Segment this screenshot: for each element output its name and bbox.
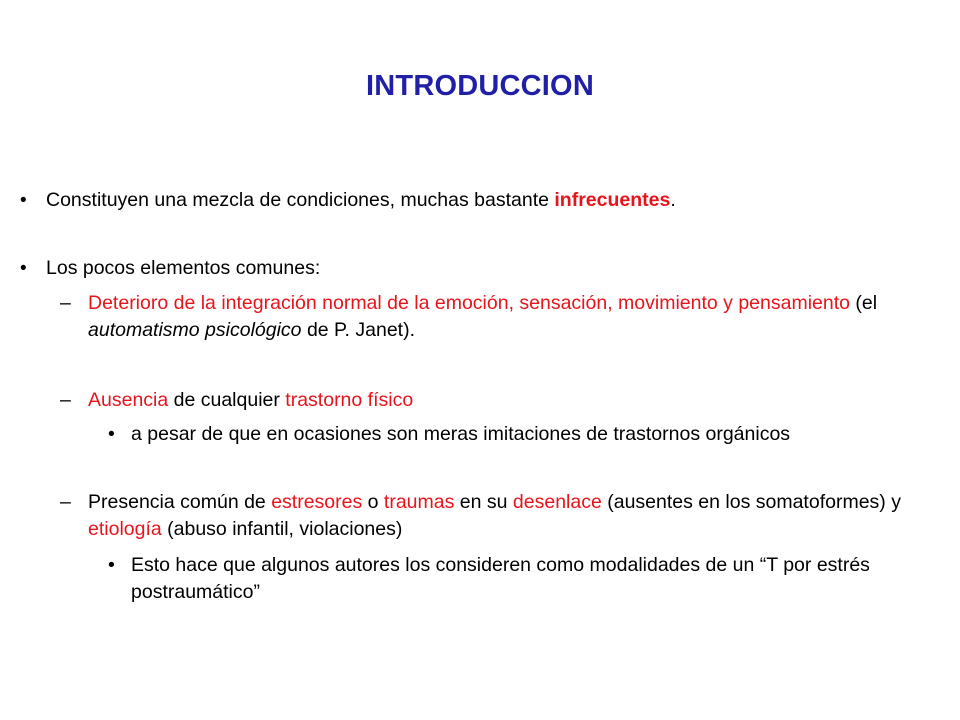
bullet-marker: • [108, 554, 115, 576]
text-run: de cualquier [168, 389, 286, 411]
sub-sub-item-2 [108, 552, 931, 606]
bullet-item-2 [20, 255, 926, 282]
text-run: (el [850, 292, 878, 314]
text-run-highlight: estresores [271, 491, 363, 513]
text-run: a pesar de que en ocasiones son meras imitaciones de trastornos orgánicos [131, 423, 791, 445]
text-run-italic: automatismo psicológico [88, 319, 302, 341]
text-run: . [670, 189, 676, 211]
text-run: en su [454, 491, 513, 513]
text-run: Esto hace que algunos autores los consideren como modalidades de un “T por estrés postraumático” [131, 554, 870, 603]
text-run: Presencia común de [88, 491, 272, 513]
bullet-marker: • [20, 258, 27, 279]
sub-item-1 [60, 290, 926, 344]
text-run-highlight: traumas [383, 491, 455, 513]
text-run-highlight: Ausencia [88, 389, 169, 411]
bullet-item-1 [20, 187, 926, 214]
text-run: de P. Janet). [301, 319, 415, 341]
text-run: o [362, 491, 384, 513]
text-run: Constituyen una mezcla de condiciones, muchas bastante [46, 189, 555, 211]
text-run: Los pocos elementos comunes: [46, 257, 321, 279]
slide-title: INTRODUCCION [366, 70, 594, 102]
text-run: (ausentes en los somatoformes) y [601, 491, 901, 513]
text-run-highlight: desenlace [512, 491, 602, 513]
dash-marker: – [60, 292, 71, 314]
text-run-highlight: Deterioro de la integración normal de la emoción, sensación, movimiento y pensamiento [88, 292, 850, 314]
sub-sub-item-1 [108, 421, 931, 448]
text-run: (abuso infantil, violaciones) [161, 518, 403, 540]
dash-marker: – [60, 491, 71, 513]
text-run-highlight: infrecuentes [554, 189, 671, 211]
text-run-highlight: trastorno físico [285, 389, 414, 411]
sub-item-3 [60, 489, 926, 543]
sub-item-2 [60, 387, 926, 414]
text-run-highlight: etiología [88, 518, 162, 540]
bullet-marker: • [20, 190, 27, 211]
bullet-marker: • [108, 423, 115, 445]
dash-marker: – [60, 389, 71, 411]
